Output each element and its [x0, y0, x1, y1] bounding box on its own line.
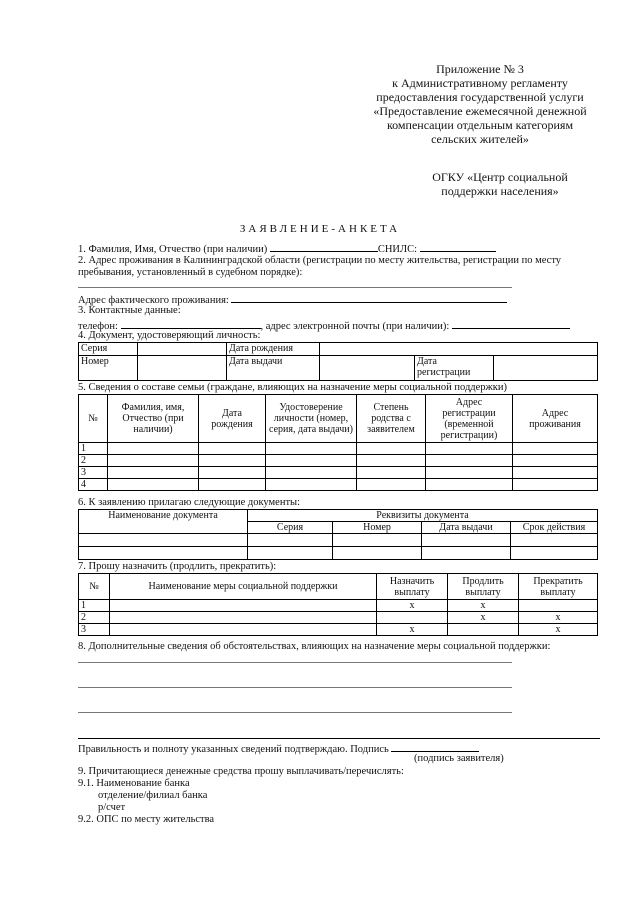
docs-col-number: Номер: [333, 522, 422, 534]
confirmation-text: Правильность и полноту указанных сведений подтверждаю. Подпись: [78, 744, 389, 755]
family-cell[interactable]: [199, 455, 266, 467]
family-cell[interactable]: [266, 455, 357, 467]
docs-col-requisites: Реквизиты документа: [248, 510, 598, 522]
additional-info-line[interactable]: [78, 687, 512, 688]
measure-row-number: 3: [79, 624, 110, 636]
family-cell[interactable]: [426, 479, 513, 491]
family-cell[interactable]: [108, 479, 199, 491]
bank-branch-label: отделение/филиал банка: [98, 790, 208, 801]
addressee-line: ОГКУ «Центр социальной: [432, 170, 568, 184]
docs-cell[interactable]: [333, 547, 422, 560]
email-input[interactable]: [452, 318, 570, 329]
actual-address-label: Адрес фактического проживания:: [78, 295, 229, 306]
family-cell[interactable]: [199, 467, 266, 479]
field-full-name-label: 1. Фамилия, Имя, Отчество (при наличии): [78, 244, 268, 255]
bank-name-label: 9.1. Наименование банка: [78, 778, 190, 789]
documents-label: 6. К заявлению прилагаю следующие документы:: [78, 497, 301, 508]
family-table: [78, 394, 598, 491]
family-cell[interactable]: [513, 455, 598, 467]
id-series-cell[interactable]: [138, 343, 227, 356]
measure-stop-mark[interactable]: х: [519, 624, 598, 636]
measures-col-name: Наименование меры социальной поддержки: [110, 574, 377, 600]
family-cell[interactable]: [426, 443, 513, 455]
payment-label: 9. Причитающиеся денежные средства прошу выплачивать/перечислять:: [78, 766, 404, 777]
id-doc-table: [78, 342, 598, 381]
family-row-number: 3: [79, 467, 108, 479]
divider: [78, 738, 600, 739]
docs-col-name: Наименование документа: [79, 510, 248, 534]
family-cell[interactable]: [266, 479, 357, 491]
family-cell[interactable]: [108, 467, 199, 479]
measure-name-cell[interactable]: [110, 612, 377, 624]
id-birth-date-cell[interactable]: [320, 343, 598, 356]
post-office-label: 9.2. ОПС по месту жительства: [78, 814, 215, 825]
family-cell[interactable]: [199, 479, 266, 491]
address-input-line[interactable]: [78, 287, 512, 288]
appendix-header: [330, 62, 630, 146]
measure-assign-mark[interactable]: х: [377, 600, 448, 612]
form-title: ЗАЯВЛЕНИЕ-АНКЕТА: [239, 223, 401, 235]
family-col-relation: Степень родства с заявителем: [357, 395, 426, 443]
family-cell[interactable]: [426, 467, 513, 479]
family-row-number: 4: [79, 479, 108, 491]
measure-assign-mark[interactable]: х: [377, 624, 448, 636]
family-cell[interactable]: [426, 455, 513, 467]
measure-name-cell[interactable]: [110, 624, 377, 636]
family-cell[interactable]: [266, 443, 357, 455]
family-col-reg-address: Адрес регистрации (временной регистрации): [426, 395, 513, 443]
header-line: к Административному регламенту: [392, 76, 568, 90]
family-cell[interactable]: [357, 443, 426, 455]
signature-caption: (подпись заявителя): [414, 753, 504, 764]
id-birth-date-label: Дата рождения: [227, 343, 320, 356]
family-col-id: Удостоверение личности (номер, серия, дата выдачи): [266, 395, 357, 443]
measures-col-number: №: [79, 574, 110, 600]
family-cell[interactable]: [357, 455, 426, 467]
family-col-address: Адрес проживания: [513, 395, 598, 443]
email-label: , адрес электронной почты (при наличии):: [260, 321, 450, 332]
phone-input[interactable]: [121, 318, 261, 329]
family-row-number: 1: [79, 443, 108, 455]
additional-info-label: 8. Дополнительные сведения об обстоятельствах, влияющих на назначение меры социальной поддержки:: [78, 641, 551, 652]
family-cell[interactable]: [199, 443, 266, 455]
snils-label: СНИЛС:: [377, 244, 418, 255]
header-line: Приложение № 3: [436, 62, 524, 76]
full-name-input[interactable]: [270, 241, 378, 252]
family-label: 5. Сведения о составе семьи (граждане, влияющих на назначение меры социальной поддержки): [78, 382, 508, 393]
docs-cell[interactable]: [422, 547, 511, 560]
field-address-label-1: 2. Адрес проживания в Калининградской области (регистрации по месту жительства, регистрации по месту: [78, 255, 562, 266]
additional-info-line[interactable]: [78, 712, 512, 713]
docs-cell[interactable]: [79, 534, 248, 547]
measure-name-cell[interactable]: [110, 600, 377, 612]
measures-col-extend: Продлить выплату: [448, 574, 519, 600]
docs-cell[interactable]: [248, 547, 333, 560]
family-col-name: Фамилия, имя, Отчество (при наличии): [108, 395, 199, 443]
measure-stop-mark[interactable]: х: [519, 612, 598, 624]
id-issue-date-label: Дата выдачи: [227, 356, 320, 381]
measure-row-number: 1: [79, 600, 110, 612]
family-row-number: 2: [79, 455, 108, 467]
id-number-cell[interactable]: [138, 356, 227, 381]
docs-cell[interactable]: [79, 547, 248, 560]
addressee: [400, 170, 600, 198]
family-cell[interactable]: [108, 455, 199, 467]
id-number-label: Номер: [79, 356, 138, 381]
header-line: компенсации отдельным категориям: [386, 118, 574, 132]
family-cell[interactable]: [357, 467, 426, 479]
additional-info-line[interactable]: [78, 662, 512, 663]
id-reg-date-cell[interactable]: [494, 356, 598, 381]
family-col-birth: Дата рождения: [199, 395, 266, 443]
docs-col-expiry: Срок действия: [511, 522, 598, 534]
measure-extend-mark[interactable]: х: [448, 612, 519, 624]
family-cell[interactable]: [108, 443, 199, 455]
measures-col-assign: Назначить выплату: [377, 574, 448, 600]
id-series-label: Серия: [79, 343, 138, 356]
addressee-line: поддержки населения»: [441, 184, 559, 198]
bank-account-label: р/счет: [98, 802, 126, 813]
docs-cell[interactable]: [248, 534, 333, 547]
family-cell[interactable]: [513, 479, 598, 491]
id-doc-label: 4. Документ, удостоверяющий личность:: [78, 330, 261, 341]
docs-cell[interactable]: [333, 534, 422, 547]
family-col-number: №: [79, 395, 108, 443]
header-line: «Предоставление ежемесячной денежной: [373, 104, 587, 118]
docs-col-series: Серия: [248, 522, 333, 534]
docs-cell[interactable]: [511, 534, 598, 547]
measure-extend-mark[interactable]: х: [448, 600, 519, 612]
measure-stop-mark[interactable]: [519, 600, 598, 612]
phone-label: телефон:: [78, 321, 118, 332]
header-line: сельских жителей»: [431, 132, 529, 146]
id-reg-date-label: Дата регистрации: [415, 356, 494, 381]
signature-input[interactable]: [391, 741, 479, 752]
documents-table: [78, 509, 598, 560]
measures-table: [78, 573, 598, 636]
docs-cell[interactable]: [511, 547, 598, 560]
measure-extend-mark[interactable]: [448, 624, 519, 636]
family-cell[interactable]: [357, 479, 426, 491]
measure-row-number: 2: [79, 612, 110, 624]
snils-input[interactable]: [420, 241, 496, 252]
id-issue-date-cell[interactable]: [320, 356, 415, 381]
family-cell[interactable]: [513, 443, 598, 455]
family-cell[interactable]: [266, 467, 357, 479]
family-cell[interactable]: [513, 467, 598, 479]
measures-label: 7. Прошу назначить (продлить, прекратить):: [78, 561, 277, 572]
measure-assign-mark[interactable]: [377, 612, 448, 624]
field-address-label-2: пребывания, установленный в судебном порядке):: [78, 267, 303, 278]
header-line: предоставления государственной услуги: [376, 90, 584, 104]
actual-address-input[interactable]: [231, 292, 507, 303]
contacts-label: 3. Контактные данные:: [78, 305, 181, 316]
docs-cell[interactable]: [422, 534, 511, 547]
docs-col-issue-date: Дата выдачи: [422, 522, 511, 534]
measures-col-stop: Прекратить выплату: [519, 574, 598, 600]
